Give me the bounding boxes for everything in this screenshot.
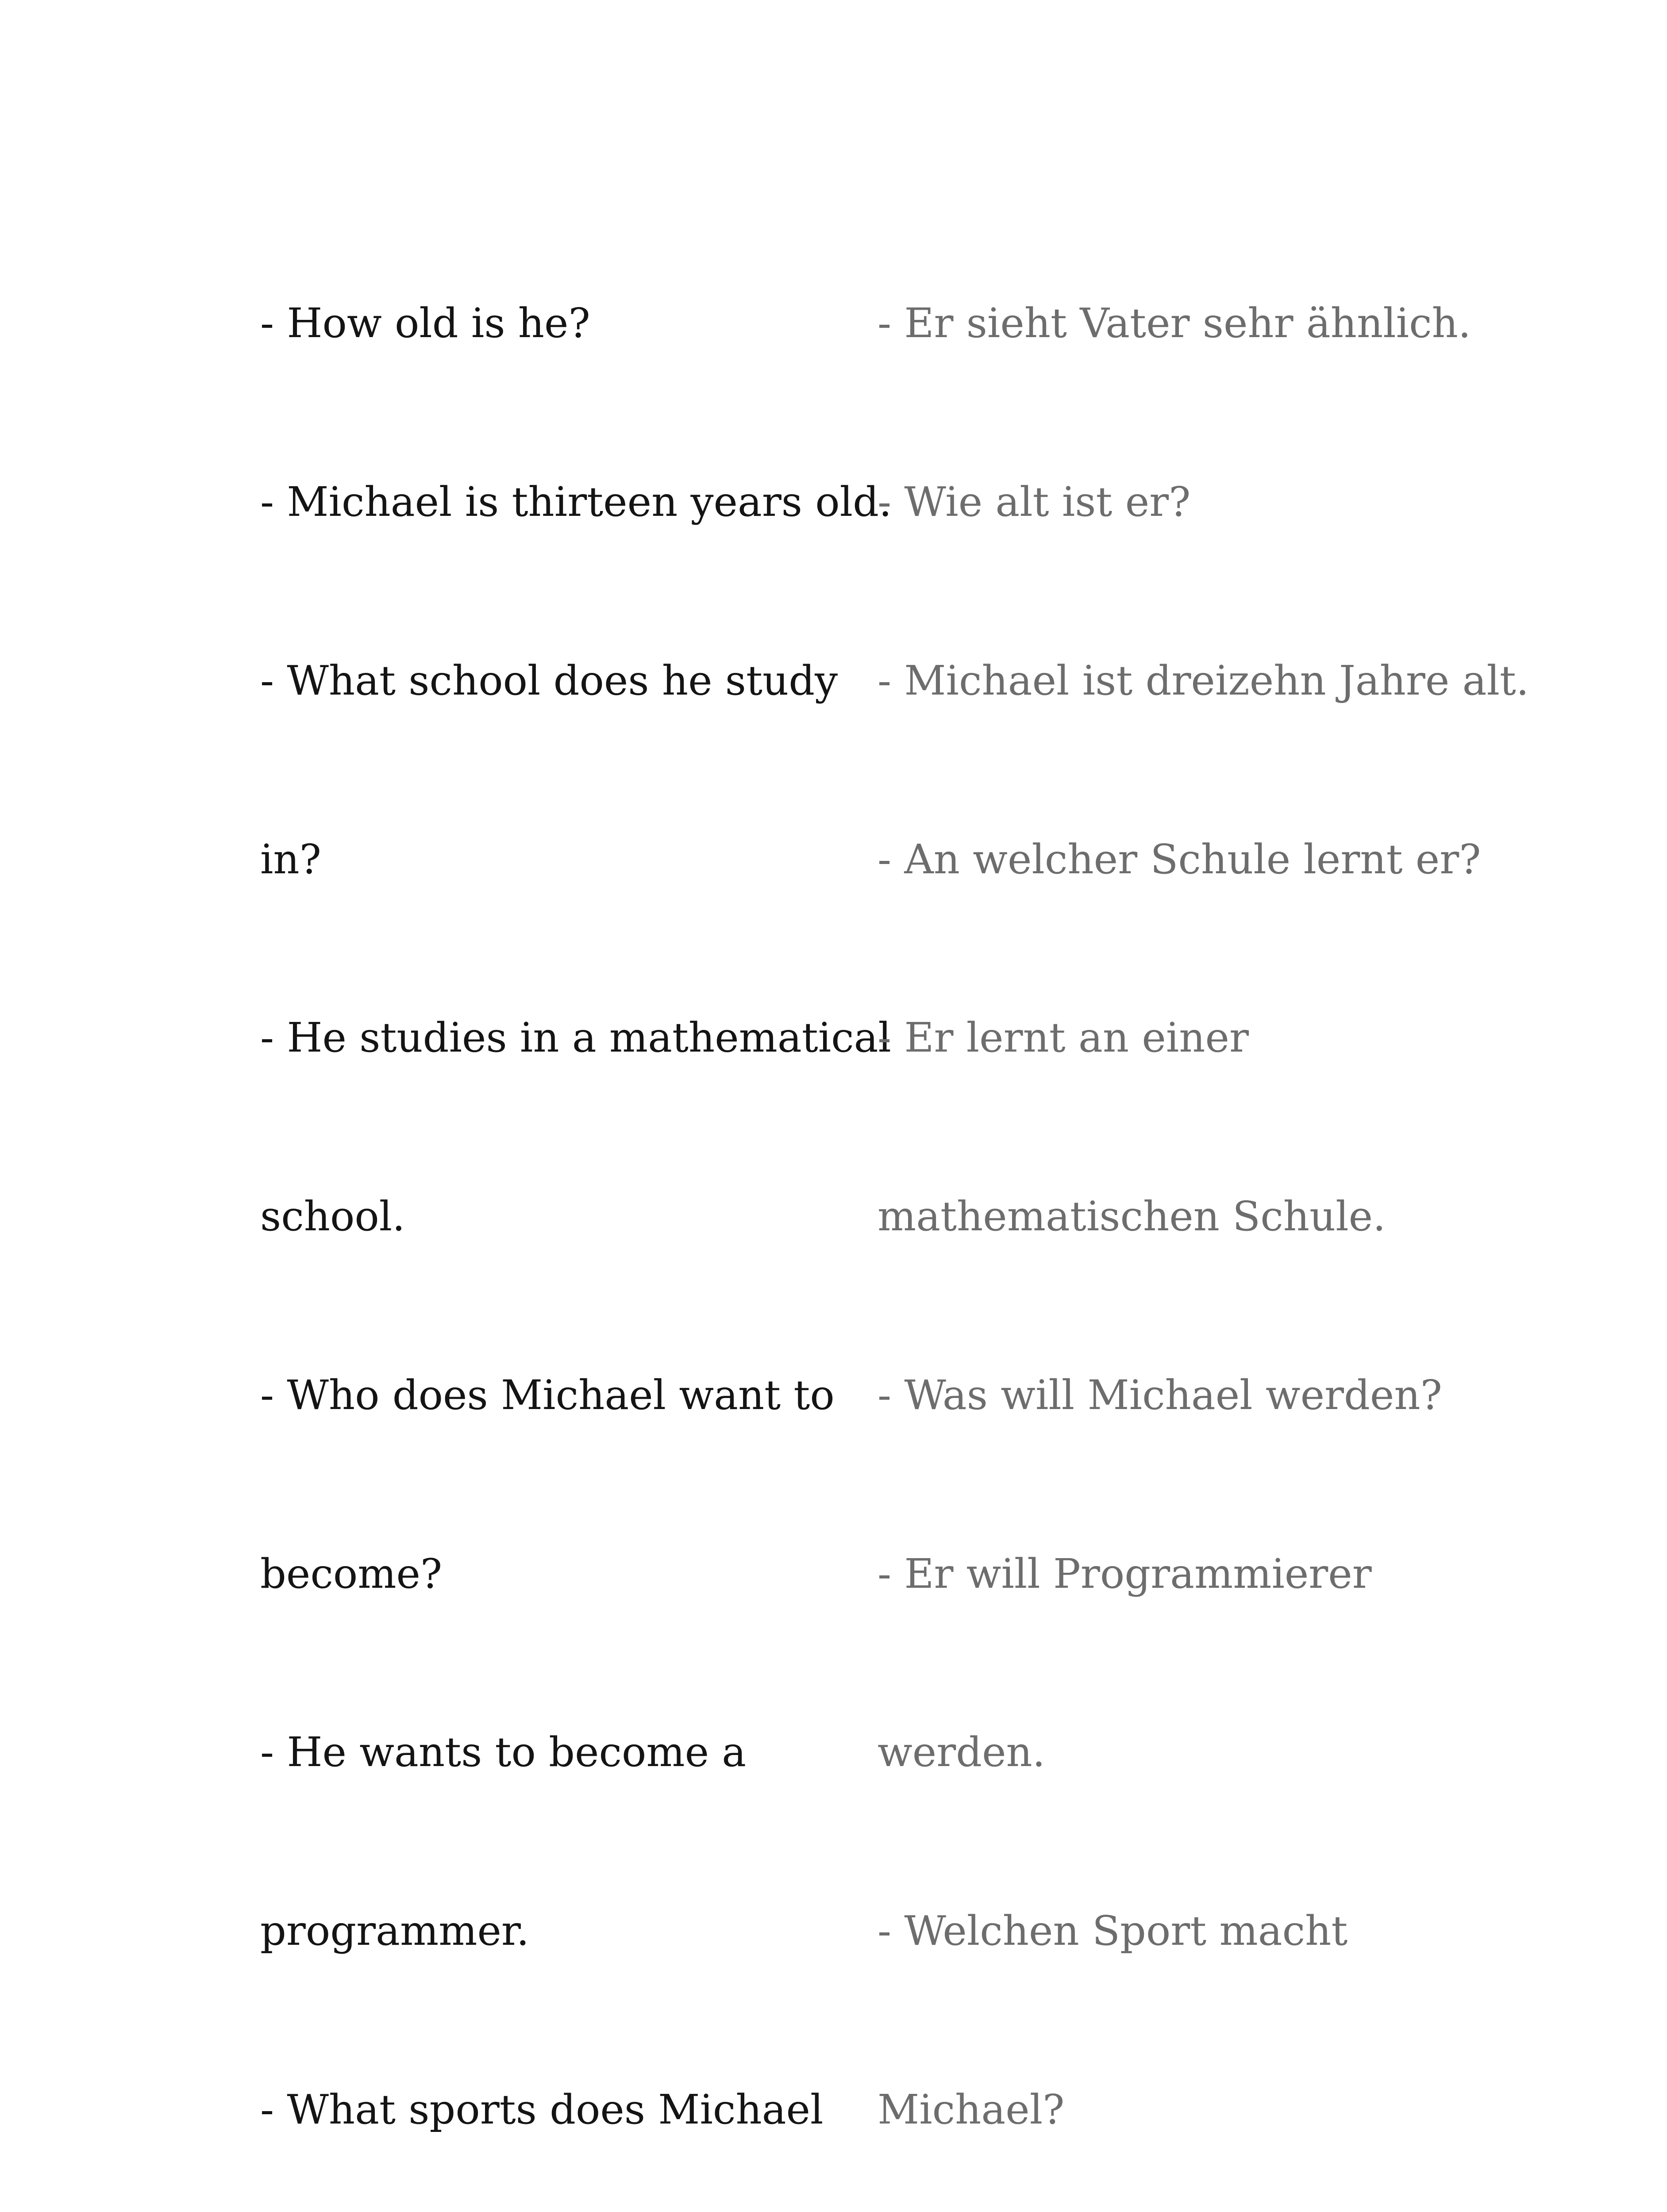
- english-line: - He wants to become a: [260, 1728, 747, 1776]
- german-line: - Er will Programmierer: [878, 1550, 1372, 1598]
- german-line: - Michael ist dreizehn Jahre alt.: [878, 657, 1529, 704]
- english-line: - Who does Michael want to: [260, 1371, 835, 1419]
- german-line: mathematischen Schule.: [878, 1193, 1386, 1240]
- english-line: in?: [260, 835, 321, 883]
- german-line: - Er lernt an einer: [878, 1014, 1249, 1062]
- english-line: - What sports does Michael: [260, 2086, 824, 2133]
- german-line: werden.: [878, 1728, 1046, 1776]
- english-line: - He studies in a mathematical: [260, 1014, 891, 1062]
- english-line: school.: [260, 1193, 405, 1240]
- german-line: - Er sieht Vater sehr ähnlich.: [878, 300, 1471, 347]
- english-line: - What school does he study: [260, 657, 838, 704]
- german-line: - Was will Michael werden?: [878, 1371, 1442, 1419]
- english-column: [260, 175, 892, 2212]
- german-line: Michael?: [878, 2086, 1065, 2133]
- english-line: - How old is he?: [260, 300, 590, 347]
- english-line: - Michael is thirteen years old.: [260, 478, 892, 526]
- english-line: programmer.: [260, 1907, 530, 1955]
- german-line: - An welcher Schule lernt er?: [878, 835, 1481, 883]
- german-line: - Wie alt ist er?: [878, 478, 1191, 526]
- german-column: [878, 175, 1529, 2212]
- english-line: become?: [260, 1550, 443, 1598]
- german-line: - Welchen Sport macht: [878, 1907, 1348, 1955]
